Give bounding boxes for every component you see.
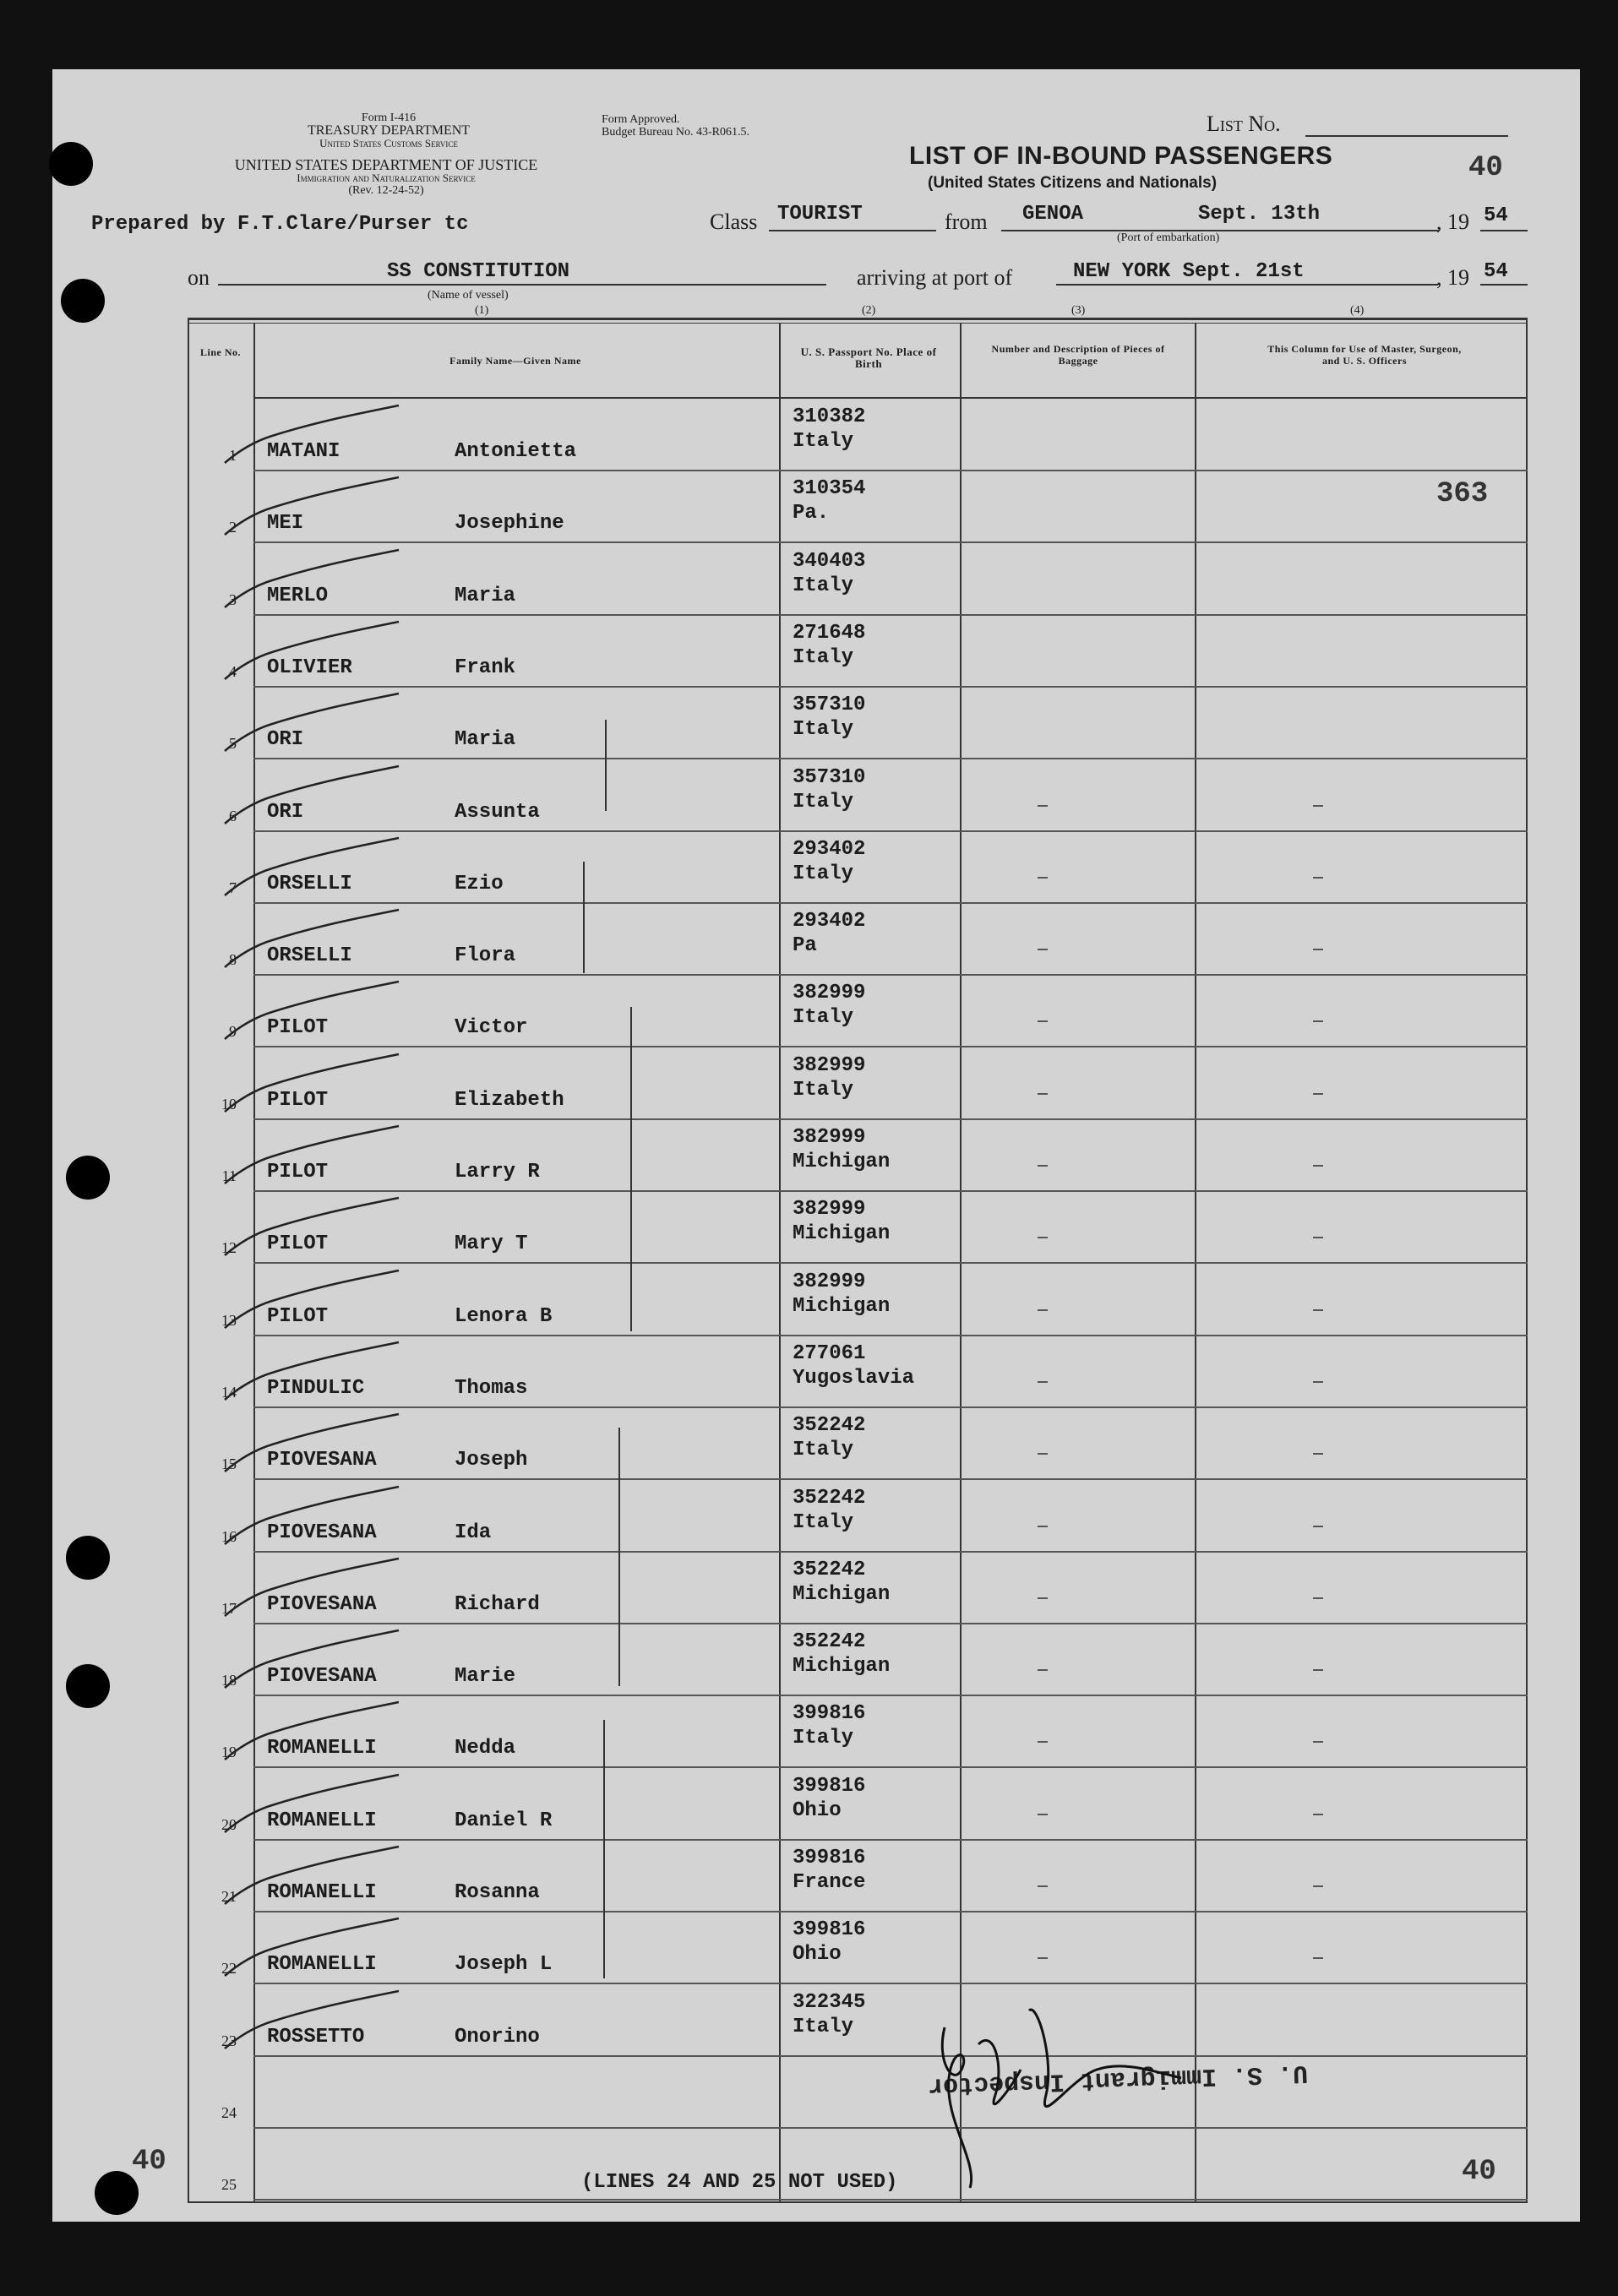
place-of-birth: Italy: [793, 1439, 854, 1462]
given-name: Ida: [455, 1521, 492, 1544]
arrival-port: NEW YORK Sept. 21st: [1073, 260, 1305, 283]
check-mark-icon: [221, 690, 407, 758]
passport-number: 357310: [793, 694, 866, 717]
table-row: [0, 1695, 1618, 1766]
passport-number: 357310: [793, 765, 866, 789]
dash-mark: [1313, 1669, 1323, 1671]
table-row: [0, 903, 1618, 974]
table-row: [0, 1768, 1618, 1839]
passport-number: 277061: [793, 1341, 866, 1365]
from-label: from: [945, 209, 988, 234]
table-top-border: [188, 318, 1528, 320]
line-number: 24: [221, 2103, 237, 2121]
dash-mark: [1038, 1814, 1048, 1815]
place-of-birth: Italy: [793, 1006, 854, 1030]
check-mark-icon: [221, 474, 407, 541]
dash-mark: [1313, 805, 1323, 807]
line-number: 5: [229, 735, 237, 753]
family-name: MEI: [267, 512, 304, 536]
header-passport: U. S. Passport No. Place of Birth: [800, 345, 937, 370]
table-row: [0, 975, 1618, 1046]
line-number: 18: [221, 1672, 237, 1689]
dash-mark: [1038, 949, 1048, 950]
line-number: 9: [229, 1023, 237, 1041]
table-row: [0, 1407, 1618, 1478]
check-mark-icon: [221, 1411, 407, 1478]
line-number: 7: [229, 879, 237, 896]
family-bracket: [603, 1720, 605, 1978]
passport-number: 382999: [793, 982, 866, 1005]
from-date: Sept. 13th: [1198, 203, 1321, 226]
table-row: [0, 1264, 1618, 1335]
passport-number: 399816: [793, 1702, 866, 1726]
passport-number: 322345: [793, 1990, 866, 2014]
place-of-birth: Italy: [793, 574, 854, 597]
family-name: PIOVESANA: [267, 1449, 377, 1472]
family-name: OLIVIER: [267, 656, 352, 679]
ins-service: Immigration and Naturalization Service: [297, 171, 476, 184]
footer-left-number: 40: [132, 2146, 166, 2178]
col-4-marker: (4): [1350, 304, 1365, 317]
check-mark-icon: [221, 1267, 407, 1335]
dash-mark: [1313, 1020, 1323, 1022]
line-number: 15: [221, 1455, 237, 1473]
given-name: Onorino: [455, 2025, 540, 2048]
line-number: 1: [229, 447, 237, 464]
table-row: [0, 1047, 1618, 1118]
check-mark-icon: [221, 978, 407, 1046]
dash-mark: [1313, 1885, 1323, 1887]
on-label: on: [188, 265, 210, 290]
place-of-birth: Italy: [793, 2015, 854, 2038]
place-of-birth: Italy: [793, 1510, 854, 1534]
footer-right-number: 40: [1462, 2156, 1496, 2188]
dash-mark: [1038, 1526, 1048, 1527]
dash-mark: [1038, 1957, 1048, 1959]
dash-mark: [1313, 1741, 1323, 1743]
list-subtitle: (United States Citizens and Nationals): [928, 174, 1218, 192]
family-name: PIOVESANA: [267, 1521, 377, 1544]
form-approved: Form Approved.: [602, 113, 680, 126]
table-row: [0, 1191, 1618, 1262]
class-value: TOURIST: [777, 203, 863, 226]
check-mark-icon: [221, 1771, 407, 1839]
family-name: PIOVESANA: [267, 1665, 377, 1689]
place-of-birth: Yugoslavia: [793, 1366, 915, 1390]
check-mark-icon: [221, 1915, 407, 1983]
family-bracket: [618, 1428, 620, 1686]
line-number: 3: [229, 590, 237, 608]
check-mark-icon: [221, 1483, 407, 1551]
dash-mark: [1313, 1381, 1323, 1383]
check-mark-icon: [221, 1843, 407, 1911]
passport-number: 382999: [793, 1126, 866, 1149]
place-of-birth: Pa: [793, 934, 817, 958]
line-number: 17: [221, 1599, 237, 1617]
table-row: [0, 1119, 1618, 1190]
line-number: 12: [221, 1239, 237, 1257]
given-name: Antonietta: [455, 440, 577, 463]
col-2-marker: (2): [862, 304, 876, 317]
table-row: [0, 543, 1618, 614]
line-number: 22: [221, 1960, 237, 1978]
dash-mark: [1038, 1453, 1048, 1455]
customs-service: United States Customs Service: [319, 137, 458, 150]
dash-mark: [1038, 1885, 1048, 1887]
dash-mark: [1038, 1669, 1048, 1671]
from-value: GENOA: [1022, 203, 1084, 226]
line-number: 21: [221, 1888, 237, 1905]
header-officers: This Column for Use of Master, Surgeon, and U. S. Officers: [1267, 343, 1462, 367]
punch-hole: [49, 142, 93, 186]
place-of-birth: Michigan: [793, 1655, 891, 1678]
from-year: 54: [1484, 204, 1508, 227]
arrival-year: 54: [1484, 260, 1508, 283]
table-row: [0, 471, 1618, 541]
check-mark-icon: [221, 618, 407, 686]
inspector-stamp: U. S. Immigrant Inspector: [927, 2058, 1309, 2100]
family-name: ROMANELLI: [267, 1881, 377, 1904]
passport-number: 382999: [793, 1053, 866, 1077]
given-name: Maria: [455, 584, 516, 607]
dash-mark: [1038, 1309, 1048, 1311]
table-row: [0, 615, 1618, 686]
given-name: Marie: [455, 1665, 516, 1689]
passport-number: 293402: [793, 910, 866, 933]
family-name: PILOT: [267, 1088, 329, 1112]
line-number: 13: [221, 1311, 237, 1329]
dash-mark: [1038, 1020, 1048, 1022]
table-row: [0, 1624, 1618, 1695]
passport-number: 310354: [793, 477, 866, 501]
table-row: [0, 1336, 1618, 1406]
treasury-dept: TREASURY DEPARTMENT: [307, 123, 471, 138]
passport-number: 352242: [793, 1486, 866, 1510]
place-of-birth: Italy: [793, 790, 854, 813]
col-1-marker: (1): [475, 304, 489, 317]
family-name: MATANI: [267, 440, 340, 463]
passport-number: 310382: [793, 405, 866, 428]
inspector-signature: [928, 1994, 1198, 2196]
dash-mark: [1313, 1597, 1323, 1599]
passport-number: 352242: [793, 1414, 866, 1438]
dash-mark: [1313, 1165, 1323, 1167]
passport-number: 399816: [793, 1774, 866, 1798]
table-row: [0, 687, 1618, 758]
passport-number: 399816: [793, 1918, 866, 1942]
header-baggage: Number and Description of Pieces of Baggage: [991, 343, 1165, 367]
given-name: Thomas: [455, 1376, 528, 1400]
dash-mark: [1313, 1237, 1323, 1238]
margin-count: 363: [1436, 478, 1489, 510]
line-number: 25: [221, 2176, 237, 2194]
line-number: 14: [221, 1383, 237, 1401]
revision: (Rev. 12-24-52): [348, 184, 424, 197]
given-name: Richard: [455, 1592, 540, 1616]
passport-number: 293402: [793, 837, 866, 861]
check-mark-icon: [221, 1123, 407, 1190]
dash-mark: [1038, 1237, 1048, 1238]
given-name: Mary T: [455, 1232, 528, 1256]
place-of-birth: Italy: [793, 862, 854, 885]
dash-mark: [1038, 805, 1048, 807]
family-name: PILOT: [267, 1161, 329, 1183]
family-name: ORSELLI: [267, 944, 352, 968]
family-name: ORSELLI: [267, 872, 352, 895]
list-number: 40: [1468, 152, 1503, 184]
family-name: ROMANELLI: [267, 1737, 377, 1760]
place-of-birth: Italy: [793, 645, 854, 669]
check-mark-icon: [221, 1555, 407, 1623]
table-row: [0, 399, 1618, 470]
header-line-no: Line No.: [199, 346, 241, 358]
header-name: Family Name—Given Name: [449, 355, 581, 367]
year-prefix: , 19: [1436, 209, 1469, 234]
place-of-birth: Ohio: [793, 1943, 842, 1967]
family-bracket: [630, 1007, 632, 1331]
passport-number: 382999: [793, 1270, 866, 1293]
dash-mark: [1313, 949, 1323, 950]
dash-mark: [1313, 1957, 1323, 1959]
line-number: 6: [229, 807, 237, 824]
place-of-birth: Italy: [793, 430, 854, 453]
arrival-year-prefix: , 19: [1436, 265, 1469, 290]
passport-number: 352242: [793, 1558, 866, 1581]
given-name: Victor: [455, 1016, 528, 1040]
arriving-label: arriving at port of: [857, 265, 1013, 290]
dash-mark: [1038, 1741, 1048, 1743]
family-name: PILOT: [267, 1232, 329, 1256]
place-of-birth: Ohio: [793, 1798, 842, 1822]
check-mark-icon: [221, 1051, 407, 1118]
table-row: [0, 1552, 1618, 1623]
family-name: ROSSETTO: [267, 2025, 365, 2048]
place-of-birth: Michigan: [793, 1582, 891, 1606]
table-row: [0, 831, 1618, 902]
check-mark-icon: [221, 1988, 407, 2055]
given-name: Larry R: [455, 1161, 540, 1183]
family-name: ORI: [267, 800, 304, 824]
line-number: 10: [221, 1095, 237, 1113]
family-name: PILOT: [267, 1304, 329, 1328]
place-of-birth: Michigan: [793, 1222, 891, 1246]
place-of-birth: Italy: [793, 718, 854, 742]
given-name: Frank: [455, 656, 516, 679]
check-mark-icon: [221, 835, 407, 902]
line-number: 20: [221, 1815, 237, 1833]
port-embark-caption: (Port of embarkation): [1117, 231, 1220, 244]
family-name: ROMANELLI: [267, 1953, 377, 1977]
passport-number: 352242: [793, 1630, 866, 1654]
punch-hole: [61, 279, 105, 323]
place-of-birth: Michigan: [793, 1294, 891, 1318]
given-name: Daniel R: [455, 1809, 553, 1832]
dash-mark: [1038, 877, 1048, 879]
family-name: ROMANELLI: [267, 1809, 377, 1832]
line-number: 11: [221, 1167, 237, 1184]
place-of-birth: Italy: [793, 1078, 854, 1102]
passport-number: 382999: [793, 1198, 866, 1221]
lines-not-used-note: (LINES 24 AND 25 NOT USED): [581, 2171, 898, 2194]
form-number: Form I-416: [361, 112, 417, 124]
dash-mark: [1313, 1814, 1323, 1815]
dash-mark: [1313, 1453, 1323, 1455]
check-mark-icon: [221, 402, 407, 470]
dash-mark: [1038, 1093, 1048, 1095]
class-label: Class: [710, 209, 758, 234]
given-name: Flora: [455, 944, 516, 968]
table-row: [0, 1480, 1618, 1551]
check-mark-icon: [221, 1627, 407, 1695]
table-row: [0, 1840, 1618, 1911]
family-name: PINDULIC: [267, 1376, 365, 1400]
line-number: 16: [221, 1527, 237, 1545]
place-of-birth: France: [793, 1871, 866, 1894]
family-name: PILOT: [267, 1016, 329, 1040]
dash-mark: [1038, 1381, 1048, 1383]
place-of-birth: Pa.: [793, 502, 830, 525]
dash-mark: [1038, 1165, 1048, 1167]
line-number: 2: [229, 519, 237, 536]
col-3-marker: (3): [1071, 304, 1086, 317]
given-name: Lenora B: [455, 1304, 553, 1328]
dash-mark: [1313, 1526, 1323, 1527]
budget-bureau: Budget Bureau No. 43-R061.5.: [602, 126, 749, 139]
dash-mark: [1313, 877, 1323, 879]
given-name: Joseph: [455, 1449, 528, 1472]
table-row: [0, 2056, 1618, 2127]
dash-mark: [1038, 1597, 1048, 1599]
place-of-birth: Michigan: [793, 1151, 891, 1173]
given-name: Assunta: [455, 800, 540, 824]
justice-dept: UNITED STATES DEPARTMENT OF JUSTICE: [234, 156, 538, 173]
table-row: [0, 759, 1618, 830]
vessel-name: SS CONSTITUTION: [387, 260, 570, 283]
given-name: Nedda: [455, 1737, 516, 1760]
line-number: 8: [229, 951, 237, 969]
check-mark-icon: [221, 547, 407, 614]
list-title: LIST OF IN-BOUND PASSENGERS: [909, 142, 1333, 170]
passport-number: 399816: [793, 1847, 866, 1869]
passport-number: 340403: [793, 549, 866, 573]
line-number: 23: [221, 2032, 237, 2049]
prepared-by: Prepared by F.T.Clare/Purser tc: [91, 213, 469, 236]
given-name: Rosanna: [455, 1881, 540, 1904]
given-name: Maria: [455, 728, 516, 752]
family-name: ORI: [267, 728, 304, 752]
passport-number: 271648: [793, 621, 866, 645]
given-name: Joseph L: [455, 1953, 553, 1977]
given-name: Elizabeth: [455, 1088, 564, 1112]
given-name: Ezio: [455, 872, 504, 895]
check-mark-icon: [221, 1194, 407, 1262]
check-mark-icon: [221, 1339, 407, 1406]
family-bracket: [583, 862, 585, 973]
check-mark-icon: [221, 906, 407, 974]
list-no-label: List No.: [1207, 112, 1281, 136]
place-of-birth: Italy: [793, 1727, 854, 1750]
table-row: [0, 1912, 1618, 1983]
table-row: [0, 1984, 1618, 2055]
line-number: 4: [229, 662, 237, 680]
check-mark-icon: [221, 763, 407, 830]
family-name: MERLO: [267, 584, 329, 607]
dash-mark: [1313, 1309, 1323, 1311]
line-number: 19: [221, 1744, 237, 1761]
check-mark-icon: [221, 1699, 407, 1766]
given-name: Josephine: [455, 512, 564, 536]
family-bracket: [605, 720, 607, 811]
vessel-caption: (Name of vessel): [428, 289, 509, 302]
dash-mark: [1313, 1093, 1323, 1095]
family-name: PIOVESANA: [267, 1592, 377, 1616]
